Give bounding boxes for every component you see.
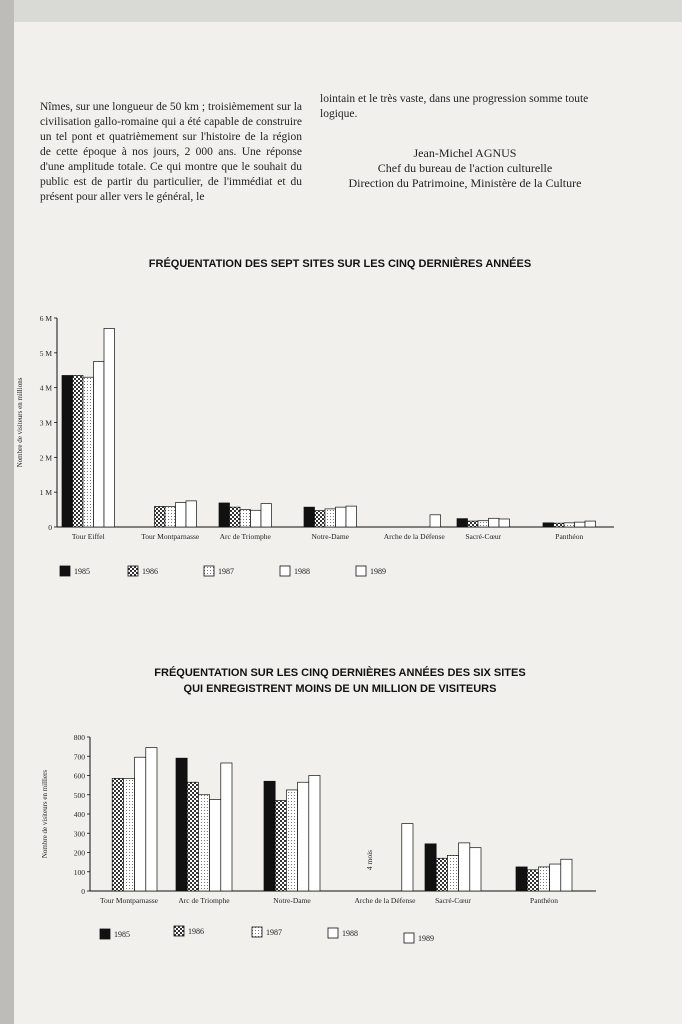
- bar: [499, 519, 510, 527]
- legend-label: 1985: [114, 930, 130, 939]
- y-tick-label: 400: [73, 810, 85, 819]
- category-label: Tour Eiffel: [71, 532, 105, 541]
- bar: [155, 506, 166, 527]
- legend-swatch: [174, 926, 184, 936]
- bar: [527, 870, 538, 891]
- bar: [346, 506, 357, 527]
- right-paragraph: lointain et le très vaste, dans une progression somme toute logique.: [320, 93, 589, 120]
- category-label: Notre-Dame: [273, 896, 311, 905]
- y-axis-label: Nombre de visiteurs en millions: [16, 377, 24, 468]
- category-label: Arche de la Défense: [383, 532, 445, 541]
- bar: [186, 501, 197, 527]
- signature-org: Direction du Patrimoine, Ministère de la Culture: [348, 176, 582, 190]
- left-paragraph: Nîmes, sur une longueur de 50 km ; troisièmement sur la civilisation gallo-romaine qui a été capable de construire un tel pont et quatrièmement sur l'histoire de la région de cette époque à nos jours, 2 000 ans. Une réponse d'une amplitude totale. Ce qui montre que le souhait du public est de partir du particulier, de l'immédiat et du présent pour aller vers le général, le: [40, 101, 302, 203]
- bar: [210, 800, 221, 891]
- y-tick-label: 100: [73, 867, 85, 877]
- legend-label: 1986: [142, 567, 158, 576]
- legend-label: 1988: [342, 929, 358, 938]
- bar: [83, 377, 94, 527]
- legend-swatch: [60, 566, 70, 576]
- legend-swatch: [404, 933, 414, 943]
- y-tick-label: 5 M: [39, 348, 52, 358]
- category-label: Tour Montparnasse: [141, 532, 200, 541]
- legend-label: 1985: [74, 567, 90, 576]
- bar: [550, 864, 561, 891]
- bar: [123, 778, 134, 891]
- y-tick-label: 600: [73, 771, 85, 781]
- bar: [457, 519, 468, 527]
- legend-swatch: [100, 929, 110, 939]
- signature-role: Chef du bureau de l'action culturelle: [377, 161, 553, 175]
- bar: [585, 521, 596, 527]
- bar: [286, 790, 297, 891]
- bar: [219, 503, 230, 527]
- category-label: Sacré-Cœur: [465, 532, 502, 541]
- y-axis-label: Nombre de visiteurs en milliers: [41, 769, 49, 859]
- category-label: Panthéon: [530, 896, 558, 905]
- y-tick-label: 2 M: [39, 453, 52, 463]
- bar: [425, 844, 436, 891]
- bar: [325, 509, 336, 527]
- bar: [554, 523, 565, 527]
- bar: [468, 521, 479, 527]
- bar: [230, 507, 241, 527]
- bar: [298, 782, 309, 891]
- y-tick-label: 6 M: [39, 314, 52, 323]
- legend-label: 1987: [218, 567, 234, 576]
- category-label: Notre-Dame: [311, 532, 349, 541]
- signature-name: Jean-Michel AGNUS: [413, 146, 517, 160]
- legend-swatch: [280, 566, 290, 576]
- chart1-title: FRÉQUENTATION DES SEPT SITES SUR LES CINQ DERNIÈRES ANNÉES: [148, 258, 532, 270]
- y-tick-label: 200: [73, 848, 85, 858]
- bar: [275, 801, 286, 891]
- y-tick-label: 0: [48, 523, 52, 532]
- legend-label: 1986: [188, 927, 204, 936]
- bar: [176, 503, 187, 527]
- bar: [561, 859, 572, 891]
- bar: [575, 522, 586, 527]
- legend-swatch: [252, 927, 262, 937]
- bar: [264, 781, 275, 891]
- bar: [198, 795, 209, 891]
- bar: [165, 506, 176, 527]
- bar: [261, 504, 272, 527]
- bar: [543, 523, 554, 527]
- bar: [304, 507, 315, 527]
- bar: [489, 518, 500, 527]
- bar: [221, 763, 232, 891]
- bar: [104, 328, 115, 527]
- bar: [315, 511, 326, 527]
- legend-label: 1988: [294, 567, 310, 576]
- category-label: Arc de Triomphe: [178, 896, 230, 905]
- bar: [459, 843, 470, 891]
- annotation-label: 4 mois: [365, 849, 374, 871]
- bar: [538, 867, 549, 891]
- bar: [430, 515, 441, 527]
- bar: [470, 848, 481, 891]
- bar: [309, 776, 320, 892]
- legend-label: 1987: [266, 928, 282, 937]
- category-label: Sacré-Cœur: [435, 896, 471, 905]
- bar: [436, 858, 447, 891]
- legend-swatch: [204, 566, 214, 576]
- bar: [146, 748, 157, 891]
- chart2: [41, 733, 596, 943]
- legend-swatch: [356, 566, 366, 576]
- bar: [73, 375, 84, 527]
- category-label: Arche de la Défense: [354, 896, 416, 905]
- y-tick-label: 3 M: [39, 418, 52, 428]
- bar: [94, 362, 105, 527]
- chart2-title-line2: QUI ENREGISTRENT MOINS DE UN MILLION DE VISITEURS: [183, 683, 497, 695]
- y-tick-label: 500: [73, 790, 85, 800]
- y-tick-label: 800: [73, 733, 85, 742]
- bar: [62, 375, 73, 527]
- bar: [402, 824, 413, 891]
- legend-label: 1989: [418, 934, 434, 943]
- bar: [336, 507, 347, 527]
- bar: [564, 523, 575, 527]
- y-tick-label: 700: [73, 752, 85, 762]
- chart1: [16, 314, 614, 576]
- category-label: Arc de Triomphe: [219, 532, 271, 541]
- y-tick-label: 4 M: [39, 383, 52, 393]
- bar: [251, 510, 262, 527]
- bar: [447, 855, 458, 891]
- category-label: Tour Montparnasse: [99, 896, 159, 905]
- bar: [478, 521, 489, 527]
- y-tick-label: 300: [73, 829, 85, 839]
- bar: [240, 510, 251, 527]
- y-tick-label: 0: [81, 887, 85, 896]
- category-label: Panthéon: [555, 532, 584, 541]
- legend-swatch: [128, 566, 138, 576]
- bar: [176, 758, 187, 891]
- bar: [516, 867, 527, 891]
- bar: [187, 782, 198, 891]
- bar: [135, 757, 146, 891]
- y-tick-label: 1 M: [39, 488, 52, 498]
- legend-label: 1989: [370, 567, 386, 576]
- chart2-title-line1: FRÉQUENTATION SUR LES CINQ DERNIÈRES ANNÉES DES SIX SITES: [154, 667, 526, 679]
- legend-swatch: [328, 928, 338, 938]
- bar: [112, 778, 123, 891]
